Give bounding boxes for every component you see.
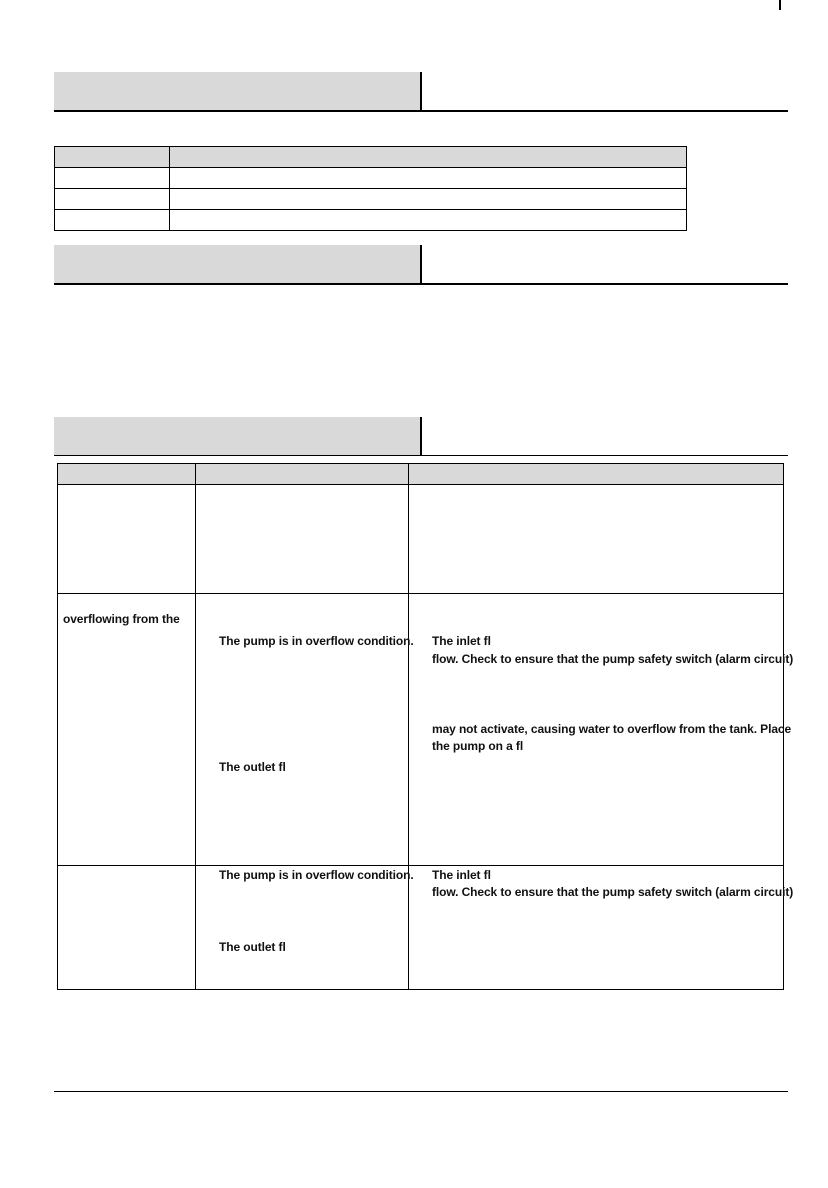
table-row bbox=[55, 168, 687, 189]
parts-table-header-cell bbox=[169, 147, 686, 168]
table-row bbox=[55, 189, 687, 210]
problem-cell bbox=[58, 594, 196, 866]
table-cell bbox=[169, 189, 686, 210]
problem-cell bbox=[58, 485, 196, 594]
solution-column-header bbox=[408, 464, 784, 485]
section-header-3-shade bbox=[54, 417, 420, 455]
cause-cell bbox=[195, 866, 408, 990]
row3-solution-inlet-text: The inlet fl bbox=[432, 868, 491, 882]
section-header-1 bbox=[54, 72, 788, 112]
table-cell bbox=[55, 189, 170, 210]
row3-cause-outlet-text: The outlet fl bbox=[219, 940, 286, 954]
table-cell bbox=[169, 210, 686, 231]
table-row bbox=[58, 485, 784, 594]
section-header-1-shade bbox=[54, 72, 420, 110]
problem-cell bbox=[58, 866, 196, 990]
section-header-1-divider bbox=[420, 72, 422, 110]
section-header-3 bbox=[54, 417, 788, 457]
row2-cause-overflow-text: The pump is in overflow condition. bbox=[219, 634, 414, 648]
table-cell bbox=[55, 210, 170, 231]
section-header-2-rule bbox=[54, 283, 788, 285]
table-cell bbox=[55, 168, 170, 189]
section-header-2-divider bbox=[420, 245, 422, 283]
footer-rule bbox=[54, 1091, 788, 1092]
row2-solution-activate-text: may not activate, causing water to overflow from the tank. Place bbox=[432, 722, 792, 736]
parts-table-header-row bbox=[55, 147, 687, 168]
section-header-2 bbox=[54, 245, 788, 285]
section-header-3-rule bbox=[54, 455, 788, 456]
table-cell bbox=[169, 168, 686, 189]
solution-cell bbox=[408, 485, 784, 594]
row2-solution-check-text: flow. Check to ensure that the pump safety switch (alarm circuit) bbox=[432, 652, 794, 666]
cause-column-header bbox=[195, 464, 408, 485]
section-header-1-rule bbox=[54, 110, 788, 112]
row2-solution-place-text: the pump on a fl bbox=[432, 739, 524, 753]
section-header-3-divider bbox=[420, 417, 422, 455]
page-corner-mark bbox=[779, 0, 781, 10]
problem-column-header bbox=[58, 464, 196, 485]
parts-table bbox=[54, 146, 687, 231]
table-row bbox=[55, 210, 687, 231]
cause-cell bbox=[195, 485, 408, 594]
row3-cause-overflow-text: The pump is in overflow condition. bbox=[219, 868, 414, 882]
parts-table-header-cell bbox=[55, 147, 170, 168]
row2-cause-outlet-text: The outlet fl bbox=[219, 760, 286, 774]
troubleshooting-header-row bbox=[58, 464, 784, 485]
row2-problem-text: overflowing from the bbox=[63, 612, 180, 626]
row3-solution-check-text: flow. Check to ensure that the pump safety switch (alarm circuit) bbox=[432, 885, 794, 899]
section-header-2-shade bbox=[54, 245, 420, 283]
row2-solution-inlet-text: The inlet fl bbox=[432, 634, 491, 648]
